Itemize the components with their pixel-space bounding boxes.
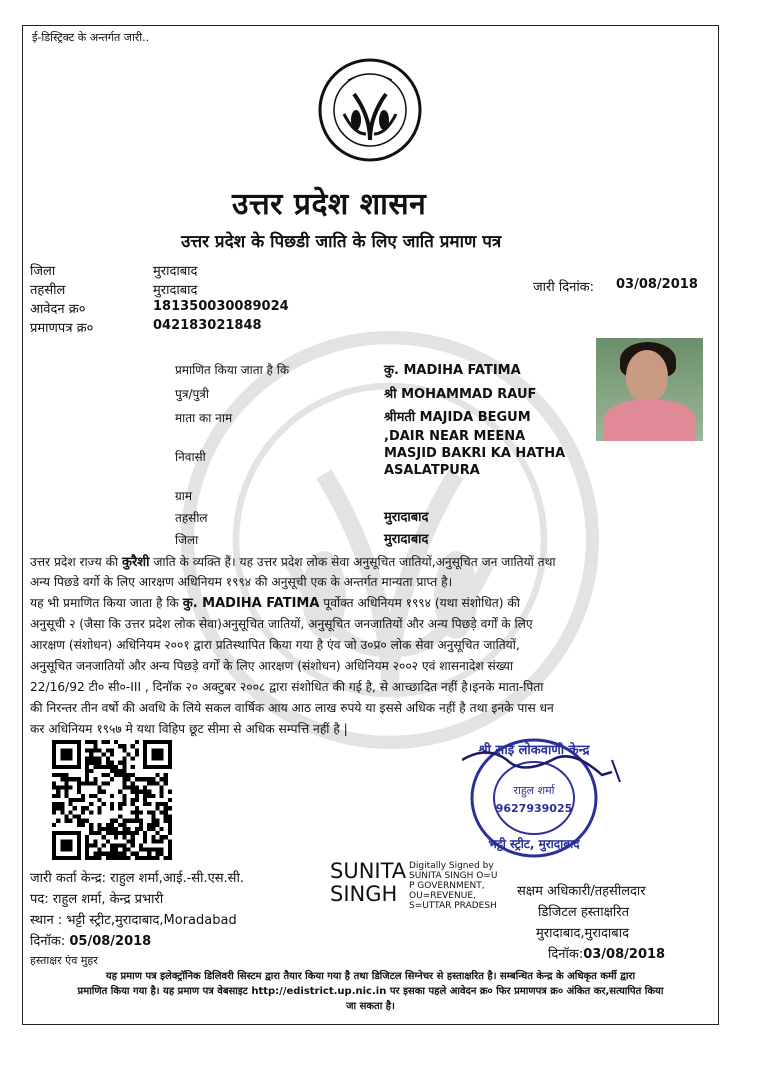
authority-date-value: 03/08/2018 [583, 947, 666, 962]
digital-signer-name [330, 860, 406, 906]
relation-label: पुत्र/पुत्री [175, 387, 210, 401]
stamp-phone: 9627939025 [495, 802, 573, 815]
body-line-5: आरक्षण (संशोधन) अधिनियम २००१ द्वारा प्रतिस्थापित किया गया है एंव जो उ०प्र० लोक सेवा अनुसूचित जातियों, [30, 638, 520, 652]
certified-label: प्रमाणित किया जाता है कि [175, 363, 290, 377]
certificate-number-label: प्रमाणपत्र क्र० [30, 321, 94, 336]
applicant-name: कु. MADIHA FATIMA [384, 363, 521, 378]
up-government-emblem-icon [318, 58, 422, 162]
certificate-number-value: 042183021848 [153, 318, 262, 333]
centre-seal-stamp-icon [462, 720, 622, 870]
father-name: श्री MOHAMMAD RAUF [384, 387, 537, 402]
district-label: जिला [30, 264, 56, 279]
authority-signed: डिजिटल हस्ताक्षरित [538, 905, 629, 920]
authority-date [548, 944, 665, 962]
certificate-title: उत्तर प्रदेश शासन [232, 187, 427, 222]
body-line-3 [30, 593, 520, 615]
village-label: ग्राम [175, 489, 193, 503]
stamp-outer-text: श्री साई लोकवाणी केन्द्र [478, 743, 590, 758]
authority-date-label: दिनॉक: [548, 947, 584, 962]
mother-name: श्रीमती MAJIDA BEGUM [384, 410, 531, 425]
digital-signature-line-5: S=UTTAR PRADESH [409, 901, 497, 911]
detail-tehsil-value: मुरादाबाद [384, 510, 429, 525]
footer-line-2: प्रमाणित किया गया है। यह प्रमाण पत्र वेबसाइट http://edistrict.up.nic.in पर इसका पहले आवेदन क्र० फिर प्रमाणपत्र क्र० अंकित कर,सत्यापित किया [77, 986, 664, 997]
footer-line-1: यह प्रमाण पत्र इलेक्ट्रॉनिक डिलिवरी सिस्टम द्वारा तैयार किया गया है तथा डिजिटल सिग्नेचर से हस्ताक्षरित है। सम्बन्धित केन्द्र के अधिकृत कर्मी द्वारा [105, 971, 636, 982]
tehsil-label: तहसील [30, 283, 66, 298]
issue-date-value: 03/08/2018 [616, 277, 698, 292]
body-line-7: 22/16/92 टी० सी०-III , दिनॉक २० अक्टुबर २००८ द्वारा संशोधित की गई है, से आच्छादित नहीं है।इनके माता-पिता [30, 680, 544, 694]
footer-line-3: जा सकता है। [346, 1001, 395, 1012]
application-number-value: 181350030089024 [153, 299, 289, 314]
digital-signature-line-3: P GOVERNMENT, [409, 881, 485, 891]
digital-signature-details [409, 861, 497, 911]
address-line-1: ,DAIR NEAR MEENA [384, 429, 526, 444]
qr-code-icon [52, 740, 172, 860]
issuer-date-label: दिनॉक: [30, 934, 66, 949]
authority-title: सक्षम अधिकारी/तहसीलदार [517, 884, 646, 899]
address-line-3: ASALATPURA [384, 463, 480, 478]
body-line-1-b: जाति के व्यक्ति हैं। यह उत्तर प्रदेश लोक सेवा अनुसूचित जातियों,अनुसूचित जन जातियों तथा [149, 555, 556, 569]
body-line-4: अनुसूची २ (जैसा कि उत्तर प्रदेश लोक सेवा)अनुसूचित जातियों, अनुसूचित जनजातियों और अन्य पिछड़े वर्गों के लिए [30, 617, 533, 631]
tehsil-value: मुरादाबाद [153, 283, 198, 298]
body-line-8: की निरन्तर तीन वर्षो की अवधि के लिये सकल वार्षिक आय आठ लाख रुपये या इससे अधिक नहीं है तथा इनके पास धन [30, 701, 554, 715]
photo-body [604, 400, 696, 441]
issue-date-label: जारी दिनांक: [533, 280, 595, 295]
body-line-9: कर अधिनियम १९५७ मे यथा विहिप छूट सीमा से अधिक सम्पत्ति नहीं है | [30, 722, 348, 736]
district-value: मुरादाबाद [153, 264, 198, 279]
issuing-centre: जारी कर्ता केन्द्र: राहुल शर्मा,आई.-सी.एस.सी. [30, 871, 244, 886]
issuer-post: पद: राहुल शर्मा, केन्द्र प्रभारी [30, 892, 164, 907]
stamp-inner-name: राहुल शर्मा [513, 784, 555, 797]
digital-signer-last-name: SINGH [330, 882, 398, 906]
caste-name: कुरैशी [121, 555, 150, 570]
mother-label: माता का नाम [175, 411, 233, 425]
authority-place: मुरादाबाद,मुरादाबाद [536, 926, 629, 941]
digital-signer-first-name: SUNITA [330, 859, 407, 883]
body-line-6: अनुसूचित जनजातियों और अन्य पिछड़े वर्गों के लिए आरक्षण (संशोधन) अधिनियम २००२ एवं शासनादेश संख्या [30, 659, 514, 673]
e-district-note: ई-डिस्ट्रिक्ट के अन्तर्गत जारी.. [32, 31, 150, 44]
detail-tehsil-label: तहसील [175, 511, 208, 525]
issuer-date-value: 05/08/2018 [69, 934, 152, 949]
signature-and-seal-label: हस्ताक्षर एंव मुहर [30, 954, 98, 967]
detail-district-label: जिला [175, 533, 199, 547]
certificate-subtitle: उत्तर प्रदेश के पिछडी जाति के लिए जाति प्रमाण पत्र [181, 232, 502, 252]
footer-note [28, 969, 713, 1014]
issuer-date [30, 931, 151, 949]
digital-signature-line-1: Digitally Signed by [409, 861, 494, 871]
digital-signature-line-4: OU=REVENUE, [409, 891, 476, 901]
detail-district-value: मुरादाबाद [384, 532, 429, 547]
body-line-1-a: उत्तर प्रदेश राज्य की [30, 555, 122, 569]
applicant-photo [596, 338, 703, 441]
body-line-1 [30, 552, 556, 574]
issuer-place: स्थान : भट्टी स्ट्रीट,मुरादाबाद,Moradabad [30, 913, 237, 928]
body-line-3-b: पूर्वोक्त अधिनियम १९९४ (यथा संशोधित) की [319, 596, 520, 610]
digital-signature-line-2: SUNITA SINGH O=U [409, 871, 498, 881]
photo-face [626, 350, 668, 402]
application-number-label: आवेदन क्र० [30, 302, 86, 317]
body-applicant-name: कु. MADIHA FATIMA [182, 596, 320, 611]
resident-label: निवासी [175, 450, 206, 464]
body-line-2: अन्य पिछडे वर्गो के लिए आरक्षण अधिनियम १९९४ की अनुसूची एक के अन्तर्गत मान्यता प्राप्त है। [30, 575, 453, 589]
stamp-bottom-text: भट्टी स्ट्रीट, मुरादाबाद [488, 837, 580, 851]
body-line-3-a: यह भी प्रमाणित किया जाता है कि [30, 596, 183, 610]
address-line-2: MASJID BAKRI KA HATHA [384, 446, 566, 461]
